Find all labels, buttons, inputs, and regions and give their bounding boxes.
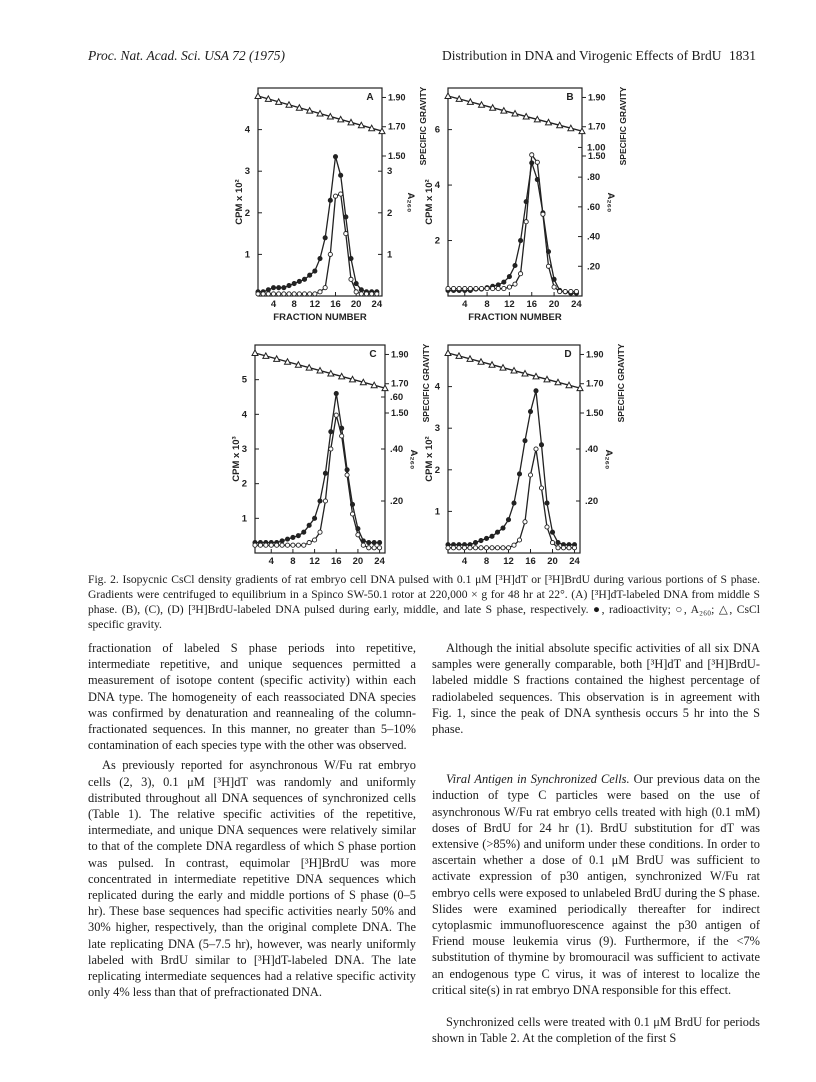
- y-tick-label-left: 2: [244, 207, 250, 219]
- x-axis-label: [467, 569, 561, 570]
- chart-panel-b: [445, 88, 586, 296]
- figure-caption: Fig. 2. Isopycnic CsCl density gradients of rat embryo cell DNA pulsed with 0.1 μM [³H]dT or [³H]BrdU during various portions of S phase. Gradients were centrifuged to equilibrium in a Spinco SW-50.1 rotor at 220,000 × g for 48 hr at 22°. (A) [³H]dT-labeled DNA from middle S phase. (B), (C), (D) [³H]BrdU-labeled DNA pulsed during early, middle, and late S phase, respectively. ●, radioactivity; ○, A₂₆₀; △, CsCl specific gravity.: [88, 573, 760, 631]
- a260-point: [350, 512, 354, 516]
- a260-point: [339, 192, 343, 196]
- a260-point: [567, 546, 571, 550]
- sg-tick-label: 1.50: [588, 151, 606, 161]
- y-tick-label-right: .60: [587, 201, 601, 213]
- a260-point: [572, 546, 576, 550]
- x-tick-label: 20: [350, 299, 362, 310]
- x-tick-label: 20: [547, 556, 558, 567]
- sg-axis-label: SPECIFIC GRAVITY: [418, 86, 428, 166]
- panel-letter: C: [369, 349, 377, 360]
- a260-point: [479, 286, 483, 290]
- a260-point: [451, 286, 455, 290]
- x-tick-label: 16: [330, 299, 341, 310]
- a260-point: [280, 543, 284, 547]
- y-tick-label-right: .80: [587, 172, 601, 184]
- radioactivity-point: [506, 518, 510, 522]
- a260-point: [296, 543, 300, 547]
- radioactivity-point: [292, 281, 296, 285]
- a260-point: [266, 292, 270, 296]
- radioactivity-point: [372, 541, 376, 545]
- chart-panel-c: [252, 345, 389, 553]
- y-tick-label-left: 1: [434, 506, 440, 518]
- radioactivity-line: [448, 391, 575, 545]
- a260-point: [354, 290, 358, 294]
- a260-point: [328, 252, 332, 256]
- chart-panel-d: [445, 345, 584, 553]
- a260-point: [495, 546, 499, 550]
- a260-point: [302, 543, 306, 547]
- radioactivity-point: [517, 472, 521, 476]
- a260-point: [287, 292, 291, 296]
- x-tick-label: 16: [526, 299, 538, 310]
- a260-point: [333, 194, 337, 198]
- a260-point: [463, 286, 467, 290]
- x-axis-label: [273, 569, 367, 570]
- running-header-title: Distribution in DNA and Virogenic Effects of BrdU: [442, 48, 722, 63]
- sg-tick-label: 1.70: [586, 378, 604, 389]
- a260-point: [539, 486, 543, 490]
- a260-point: [517, 538, 521, 542]
- sg-tick-label: 1.90: [391, 349, 409, 360]
- radioactivity-point: [318, 256, 322, 260]
- y-tick-label-right: .60: [390, 392, 404, 403]
- sg-tick-label: 1.50: [391, 408, 409, 418]
- a260-point: [512, 543, 516, 547]
- a260-point: [323, 286, 327, 290]
- a260-point: [530, 153, 534, 157]
- sg-axis-label: SPECIFIC GRAVITY: [618, 86, 628, 166]
- a260-point: [370, 292, 374, 296]
- a260-point: [364, 292, 368, 296]
- a260-point: [375, 292, 379, 296]
- x-tick-label: 24: [569, 556, 580, 567]
- a260-point: [513, 282, 517, 286]
- a260-point: [518, 272, 522, 276]
- radioactivity-point: [266, 288, 270, 292]
- a260-point: [308, 292, 312, 296]
- sg-tick-label: 1.70: [588, 121, 606, 132]
- a260-point: [285, 543, 289, 547]
- a260-point: [253, 543, 257, 547]
- y-tick-label-right: .20: [587, 261, 601, 273]
- a260-point: [507, 285, 511, 289]
- radioactivity-point: [513, 263, 517, 267]
- a260-point: [349, 277, 353, 281]
- a260-point: [485, 286, 489, 290]
- sg-axis-label: SPECIFIC GRAVITY: [421, 343, 431, 423]
- a260-point: [302, 292, 306, 296]
- y-axis-label-right: A₂₆₀: [603, 449, 614, 470]
- y-tick-label-left: 2: [241, 478, 247, 490]
- y-tick-label-left: 4: [244, 124, 250, 136]
- y-tick-label-left: 3: [244, 166, 250, 178]
- radioactivity-point: [307, 523, 311, 527]
- x-tick-label: 4: [270, 299, 277, 310]
- a260-line: [258, 194, 377, 294]
- radioactivity-point: [359, 288, 363, 292]
- x-tick-label: 8: [290, 556, 296, 567]
- radioactivity-point: [308, 273, 312, 277]
- page-number: 1831: [729, 48, 756, 63]
- a260-point: [367, 546, 371, 550]
- a260-point: [546, 264, 550, 268]
- radioactivity-point: [329, 430, 333, 434]
- radioactivity-point: [523, 439, 527, 443]
- a260-point: [275, 543, 279, 547]
- y-axis-label-left: CPM x 10²: [234, 179, 245, 225]
- x-tick-label: 8: [484, 299, 490, 310]
- sg-point: [252, 350, 258, 356]
- y-tick-label-left: 4: [241, 409, 247, 421]
- a260-line: [448, 449, 575, 548]
- a260-point: [524, 220, 528, 224]
- a260-point: [474, 286, 478, 290]
- a260-point: [457, 286, 461, 290]
- y-tick-label-right: .40: [587, 231, 601, 243]
- a260-point: [523, 520, 527, 524]
- sg-tick-label: 1.50: [388, 151, 406, 161]
- a260-point: [541, 212, 545, 216]
- y-axis-label-left: CPM x 10²: [424, 179, 435, 225]
- x-tick-label: 12: [503, 556, 514, 567]
- a260-point: [462, 546, 466, 550]
- radioactivity-point: [528, 409, 532, 413]
- a260-point: [558, 289, 562, 293]
- y-tick-label-left: 3: [434, 423, 440, 435]
- x-tick-label: 8: [483, 556, 490, 567]
- radioactivity-point: [484, 536, 488, 540]
- radioactivity-line: [258, 157, 377, 292]
- paragraph: fractionation of labeled S phase periods into repetitive, intermediate repetitive, and unique sequences permitted a measurement of isotope content (specific activity) within each DNA type. The homogeneity of each reassociated DNA species was confirmed by denaturation and reannealing of the column-fractionated sequences. In this manner, no greater than 5–10% contamination of each species type with the other was observed.: [88, 641, 416, 753]
- a260-point: [552, 285, 556, 289]
- radioactivity-line: [255, 394, 380, 543]
- radioactivity-point: [323, 471, 327, 475]
- a260-point: [506, 546, 510, 550]
- a260-point: [502, 286, 506, 290]
- a260-point: [535, 160, 539, 164]
- y-tick-label-left: 4: [434, 381, 440, 393]
- radioactivity-point: [479, 538, 483, 542]
- paragraph: Although the initial absolute specific activities of all six DNA samples were generally comparable, both [³H]dT and [³H]BrdU-labeled middle S fractions contained the highest percentage of radiolabeled sequences. This observation is in agreement with Fig. 1, since the peak of DNA synthesis occurs 5 hr into the S phase.: [432, 641, 760, 737]
- radioactivity-point: [285, 537, 289, 541]
- y-axis-label-right: A₂₆₀: [405, 192, 416, 213]
- y-tick-label-left: 2: [434, 235, 440, 247]
- panel-letter: D: [564, 349, 572, 360]
- y-axis-label-right: A₂₆₀: [408, 449, 419, 470]
- a260-point: [563, 289, 567, 293]
- a260-point: [473, 546, 477, 550]
- a260-point: [292, 292, 296, 296]
- radioactivity-point: [282, 286, 286, 290]
- y-tick-label-right: .20: [585, 496, 599, 507]
- y-axis-label-left: CPM x 10²: [424, 436, 435, 482]
- a260-point: [574, 289, 578, 293]
- x-tick-label: 12: [309, 299, 321, 310]
- sg-tick-label: 1.90: [588, 92, 606, 103]
- y-tick-label-left: 2: [434, 464, 440, 476]
- y-tick-label-right: 2: [387, 207, 393, 219]
- radioactivity-point: [333, 155, 337, 159]
- sg-tick-label: 1.70: [388, 121, 406, 132]
- a260-point: [479, 546, 483, 550]
- a260-point: [258, 543, 262, 547]
- a260-point: [297, 292, 301, 296]
- text-column-left: [88, 640, 416, 1000]
- radioactivity-point: [354, 281, 358, 285]
- a260-point: [334, 413, 338, 417]
- a260-point: [313, 292, 317, 296]
- panel-letter: B: [566, 92, 574, 103]
- x-tick-label: 16: [330, 556, 342, 567]
- radioactivity-point: [318, 499, 322, 503]
- radioactivity-point: [280, 539, 284, 543]
- paragraph-text: Our previous data on the induction of type C particles were based on the use of asynchronous W/Fu rat embryo cells treated with high (0.1 mM) doses of BrdU for 24 hr (1). BrdU substitution for dT was extensive (>85%) and uniform under these conditions. In order to ascertain whether a dose of 0.1 μM BrdU was sufficient to activate expression of p30 antigen, synchronized W/Fu rat embryo cells were exposed to unlabeled BrdU during the S phase. Slides were examined periodically thereafter for indirect cytoplasmic immunofluorescence against the p30 antigen of Friend mouse leukemia virus (9). Furthermore, if the <7% substitution of thymine by bromouracil was sufficient to activate an endogenous type C virus, it was of interest to localize the critical site(s) in rat embryo DNA responsible for this effect.: [432, 772, 760, 997]
- sg-point: [255, 93, 261, 99]
- plot-frame: [448, 345, 580, 553]
- radioactivity-point: [297, 279, 301, 283]
- section-heading: Viral Antigen in Synchronized Cells.: [446, 772, 630, 787]
- a260-point: [446, 546, 450, 550]
- radioactivity-point: [473, 541, 477, 545]
- radioactivity-point: [302, 277, 306, 281]
- a260-point: [307, 541, 311, 545]
- a260-point: [451, 546, 455, 550]
- a260-point: [468, 546, 472, 550]
- paragraph: Synchronized cells were treated with 0.1 μM BrdU for periods shown in Table 2. At the completion of the first S: [432, 1015, 760, 1046]
- x-axis-label: FRACTION NUMBER: [468, 312, 562, 323]
- panel-letter: A: [366, 92, 374, 103]
- radioactivity-line: [448, 163, 576, 293]
- plot-frame: [258, 88, 382, 296]
- a260-point: [484, 546, 488, 550]
- radioactivity-point: [501, 526, 505, 530]
- a260-point: [261, 292, 265, 296]
- radioactivity-point: [323, 236, 327, 240]
- a260-point: [269, 543, 273, 547]
- a260-point: [550, 541, 554, 545]
- y-tick-label-right: .40: [585, 444, 599, 455]
- x-tick-label: 24: [371, 299, 383, 310]
- paragraph: [432, 771, 760, 998]
- a260-point: [344, 232, 348, 236]
- radioactivity-point: [534, 389, 538, 393]
- a260-point: [501, 546, 505, 550]
- radioactivity-point: [312, 516, 316, 520]
- a260-point: [372, 546, 376, 550]
- y-tick-label-left: 1: [244, 249, 250, 261]
- radioactivity-point: [339, 173, 343, 177]
- x-tick-label: 4: [268, 556, 274, 567]
- a260-point: [457, 546, 461, 550]
- a260-point: [446, 286, 450, 290]
- a260-point: [528, 473, 532, 477]
- running-header-journal: Proc. Nat. Acad. Sci. USA 72 (1975): [88, 48, 285, 63]
- a260-point: [282, 292, 286, 296]
- a260-point: [496, 286, 500, 290]
- a260-point: [329, 447, 333, 451]
- y-tick-label-left: 6: [434, 124, 440, 136]
- radioactivity-point: [490, 534, 494, 538]
- y-tick-label-right: 1.00: [587, 142, 606, 154]
- radioactivity-point: [556, 541, 560, 545]
- radioactivity-point: [296, 534, 300, 538]
- radioactivity-point: [302, 530, 306, 534]
- radioactivity-point: [313, 269, 317, 273]
- text-column-right: [432, 640, 760, 1046]
- y-tick-label-right: .40: [390, 444, 404, 455]
- y-tick-label-left: 3: [241, 444, 247, 455]
- radioactivity-point: [367, 541, 371, 545]
- a260-point: [271, 292, 275, 296]
- a260-point: [556, 546, 560, 550]
- radioactivity-point: [502, 280, 506, 284]
- radioactivity-point: [328, 198, 332, 202]
- a260-point: [264, 543, 268, 547]
- a260-point: [491, 286, 495, 290]
- y-axis-label-right: A₂₆₀: [605, 192, 616, 213]
- sg-tick-label: 1.90: [388, 92, 406, 103]
- x-tick-label: 24: [374, 556, 385, 567]
- paragraph: As previously reported for asynchronous W/Fu rat embryo cells (2, 3), 0.1 μM [³H]dT was randomly and uniformly distributed throughout all DNA sequences of synchronized cells (Table 1). The relative specific activities of the repetitive, intermediate, and unique DNA sequences were relatively similar to that of the complete DNA regardless of which S phase portion was pulsed. In contrast, equimolar [³H]BrdU was more concentrated in intermediate repetitive DNA sequences which replicated during the early and middle portions of S phase (0–5 hr). These base sequences had specific activities nearly 50% and 30% higher, respectively, than the original complete DNA. The late replicating DNA (5–7.5 hr), however, was nearly uniformly labeled with BrdU similar to [³H]dT-labeled DNA. The late replicating intermediate sequences had a relative specific activity only 4% less than that of prefractionated DNA.: [88, 758, 416, 1000]
- x-tick-label: 24: [571, 299, 582, 310]
- sg-tick-label: 1.50: [586, 408, 604, 418]
- y-tick-label-left: 5: [241, 374, 247, 386]
- a260-point: [561, 546, 565, 550]
- y-tick-label-right: 3: [387, 166, 393, 178]
- x-tick-label: 20: [548, 299, 560, 310]
- radioactivity-point: [495, 530, 499, 534]
- a260-point: [569, 289, 573, 293]
- a260-point: [277, 292, 281, 296]
- x-tick-label: 16: [525, 556, 536, 567]
- a260-point: [312, 538, 316, 542]
- a260-point: [323, 499, 327, 503]
- a260-point: [545, 525, 549, 529]
- radioactivity-point: [277, 286, 281, 290]
- a260-point: [318, 290, 322, 294]
- a260-point: [468, 286, 472, 290]
- chart-panel-a: [255, 88, 386, 296]
- a260-point: [256, 292, 260, 296]
- sg-point: [445, 93, 451, 99]
- x-tick-label: 4: [461, 556, 468, 567]
- radioactivity-point: [550, 530, 554, 534]
- a260-point: [490, 546, 494, 550]
- radioactivity-point: [512, 501, 516, 505]
- radioactivity-point: [545, 501, 549, 505]
- radioactivity-point: [291, 535, 295, 539]
- x-tick-label: 12: [309, 556, 320, 567]
- a260-point: [361, 543, 365, 547]
- sg-axis-label: SPECIFIC GRAVITY: [616, 343, 626, 423]
- radioactivity-point: [507, 274, 511, 278]
- y-axis-label-left: CPM x 10³: [231, 436, 242, 482]
- a260-point: [534, 447, 538, 451]
- a260-point: [345, 473, 349, 477]
- radioactivity-point: [271, 286, 275, 290]
- a260-point: [291, 543, 295, 547]
- radioactivity-point: [349, 256, 353, 260]
- radioactivity-point: [334, 391, 338, 395]
- a260-point: [340, 434, 344, 438]
- a260-point: [356, 533, 360, 537]
- x-tick-label: 8: [291, 299, 297, 310]
- y-tick-label-right: .20: [390, 496, 404, 507]
- y-tick-label-left: 1: [241, 513, 247, 525]
- x-tick-label: 12: [504, 299, 515, 310]
- a260-point: [359, 292, 363, 296]
- a260-point: [318, 530, 322, 534]
- y-tick-label-left: 4: [434, 180, 440, 192]
- radioactivity-point: [287, 284, 291, 288]
- x-tick-label: 20: [352, 556, 364, 567]
- sg-point: [445, 350, 451, 356]
- x-tick-label: 4: [462, 299, 468, 310]
- y-tick-label-right: 1: [387, 249, 393, 261]
- sg-tick-label: 1.90: [586, 349, 604, 360]
- radioactivity-point: [518, 238, 522, 242]
- a260-point: [377, 546, 381, 550]
- plot-frame: [255, 345, 385, 553]
- radioactivity-point: [377, 541, 381, 545]
- a260-line: [255, 415, 380, 548]
- sg-tick-label: 1.70: [391, 378, 409, 389]
- x-axis-label: FRACTION NUMBER: [273, 312, 367, 323]
- radioactivity-point: [539, 443, 543, 447]
